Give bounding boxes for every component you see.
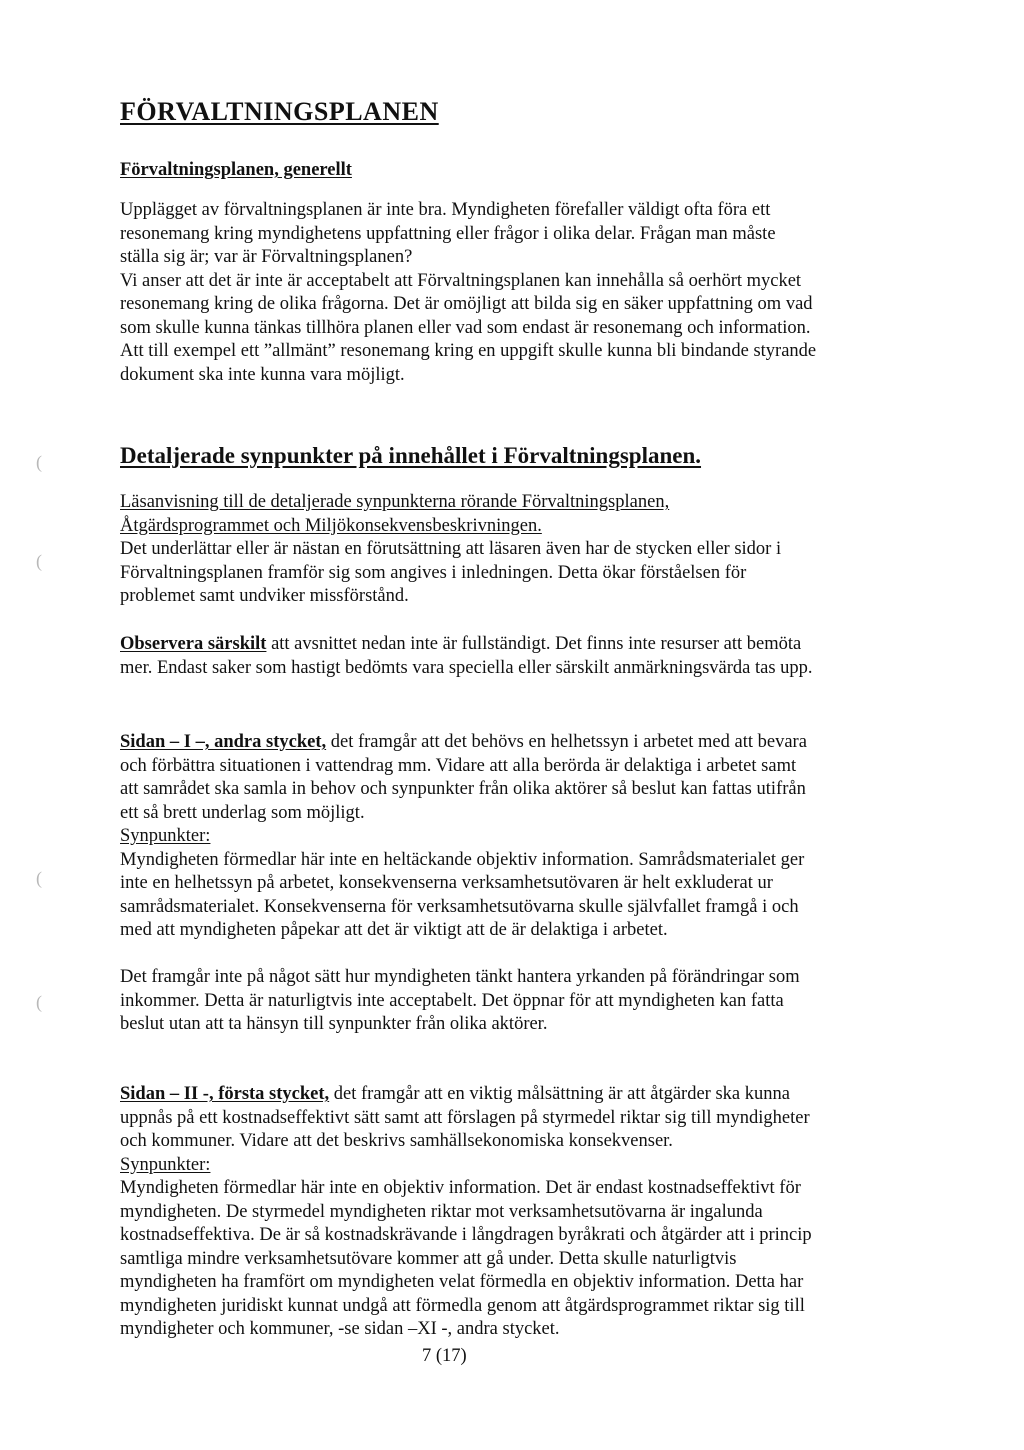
text-line: inkommer. Detta är naturligtvis inte acceptabelt. Det öppnar för att myndigheten kan fatta	[120, 990, 784, 1011]
text-line: dokument ska inte kunna vara möjligt.	[120, 364, 405, 385]
margin-mark: (	[36, 452, 42, 472]
margin-mark: (	[36, 868, 42, 888]
observe-lead: Observera särskilt	[120, 634, 267, 654]
text-line: Myndigheten förmedlar här inte en heltäckande objektiv information. Samrådsmaterialet ger	[120, 849, 805, 870]
text-line: Det underlättar eller är nästan en förutsättning att läsaren även har de stycken eller sidor i	[120, 539, 782, 559]
text-line: Att till exempel ett ”allmänt” resonemang kring en uppgift skulle kunna bli bindande styrande	[120, 341, 817, 361]
text-line: som skulle kunna tänkas tillhöra planen eller vad som endast är resonemang och information.	[120, 317, 811, 338]
margin-mark: (	[36, 551, 42, 571]
text-line: Vi anser att det är inte är acceptabelt att Förvaltningsplanen kan innehålla så oerhört mycket	[120, 270, 802, 291]
reading-guide-heading: Åtgärdsprogrammet och Miljökonsekvensbeskrivningen.	[120, 515, 542, 536]
text-line	[120, 633, 900, 657]
section-page-1-extra	[120, 966, 900, 1037]
text-line: samtliga mindre verksamhetsutövare kommer att gå under. Detta skulle naturligtvis	[120, 1248, 737, 1269]
section-text: det framgår att en viktig målsättning är att åtgärder ska kunna	[329, 1084, 790, 1104]
synpunkter-label: Synpunkter:	[120, 826, 211, 846]
document-title: FÖRVALTNINGSPLANEN	[120, 97, 439, 126]
text-line: ett så brett underlag som möjligt.	[120, 802, 365, 823]
synpunkter-label: Synpunkter:	[120, 1154, 211, 1175]
text-line: myndigheten. De styrmedel myndigheten riktar mot verksamhetsutövarna är ingalunda	[120, 1201, 763, 1222]
text-line: myndigheter och kommuner, -se sidan –XI -, andra stycket.	[120, 1319, 560, 1339]
text-line: med att myndigheten påpekar att det är viktigt att de är delaktiga i arbetet.	[120, 920, 668, 940]
text-line	[120, 731, 900, 755]
text-line: och kommuner. Vidare att det beskrivs samhällsekonomiska konsekvenser.	[120, 1131, 673, 1151]
section-heading-detailed: Detaljerade synpunkter på innehållet i Förvaltningsplanen.	[120, 443, 702, 468]
text-line: resonemang kring myndighetens uppfattning eller frågor i olika delar. Frågan man måste	[120, 223, 776, 244]
reading-guide-heading: Läsanvisning till de detaljerade synpunkterna rörande Förvaltningsplanen,	[120, 492, 670, 512]
margin-mark: (	[36, 992, 42, 1012]
text-line: Det framgår inte på något sätt hur myndigheten tänkt hantera yrkanden på förändringar som	[120, 967, 800, 987]
text-line: beslut utan att ta hänsyn till synpunkter från olika aktörer.	[120, 1014, 548, 1034]
subheading-general: Förvaltningsplanen, generellt	[120, 160, 352, 180]
text-line: problemet samt undviker missförstånd.	[120, 586, 409, 606]
section-page-1	[120, 731, 900, 943]
text-line: samrådsmaterialet. Konsekvenserna för verksamhetsutövarna skulle självfallet framgå i och	[120, 896, 799, 917]
text-line: och förbättra situationen i vattendrag mm. Vidare att alla berörda är delaktiga i arbetet samt	[120, 755, 797, 776]
text-line: Upplägget av förvaltningsplanen är inte bra. Myndigheten förefaller väldigt ofta föra ett	[120, 200, 771, 220]
text-line	[120, 1083, 900, 1107]
reading-guide	[120, 491, 900, 609]
section-text: det framgår att det behövs en helhetssyn i arbetet med att bevara	[326, 732, 807, 752]
page-number: 7 (17)	[422, 1346, 467, 1366]
section-lead: Sidan – II -, första stycket,	[120, 1084, 330, 1104]
text-line: Myndigheten förmedlar här inte en objektiv information. Det är endast kostnadseffektivt för	[120, 1178, 801, 1198]
text-line: ställa sig är; var är Förvaltningsplanen?	[120, 247, 413, 267]
text-line: myndigheten ha framfört om myndigheten velat förmedla en objektiv information. Detta har	[120, 1272, 804, 1292]
section-page-2	[120, 1083, 900, 1342]
text-line: Förvaltningsplanen framför sig som angives i inledningen. Detta ökar förståelsen för	[120, 562, 747, 583]
text-line: resonemang kring de olika frågorna. Det är omöjligt att bilda sig en säker uppfattning om vad	[120, 294, 813, 314]
text-line: att samrådet ska samla in behov och synpunkter från olika aktörer så beslut kan fattas utifrån	[120, 779, 806, 799]
text-line: inte en helhetssyn på arbetet, konsekvenserna verksamhetsutövaren är helt exkluderat ur	[120, 873, 773, 893]
text-line: uppnås på ett kostnadseffektivt sätt samt att förslagen på styrmedel riktar sig till myndigheter	[120, 1107, 810, 1128]
text-line: mer. Endast saker som hastigt bedömts vara speciella eller särskilt anmärkningsvärda tas upp.	[120, 657, 813, 678]
text-line: myndigheten juridiskt kunnat undgå att förmedla genom att åtgärdsprogrammet riktar sig till	[120, 1295, 805, 1316]
observe-note	[120, 633, 900, 680]
text-line: kostnadseffektiva. De är så kostnadskrävande i långdragen byråkrati och åtgärder att i princip	[120, 1225, 812, 1245]
observe-text: att avsnittet nedan inte är fullständigt. Det finns inte resurser att bemöta	[266, 634, 802, 654]
section-lead: Sidan – I –, andra stycket,	[120, 732, 327, 752]
paragraph-general	[120, 199, 900, 387]
